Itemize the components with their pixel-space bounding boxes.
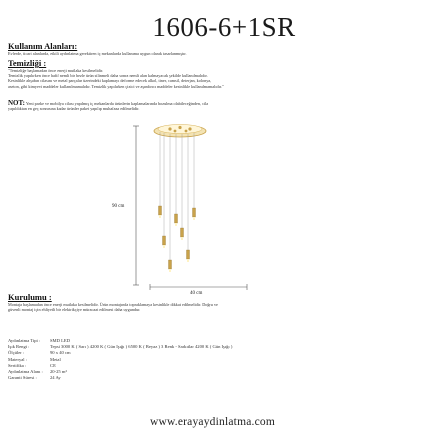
- spec-key: Ölçüler :: [8, 350, 25, 356]
- usage-heading: Kullanım Alanları:: [8, 41, 78, 51]
- cleaning-line: Kesinlikle ahşabın cilasını ve metal parçalar üzerindeki kaplamayı deforme edecek alkol, tiner, camsil, deterjan, kolonya,: [8, 78, 212, 84]
- install-line: güvenli montaj için ehliyetli bir elektrikçiye müracaat edilmesi daha uygundur.: [8, 307, 141, 313]
- install-heading: Kurulumu :: [8, 292, 52, 302]
- cleaning-heading: Temizliği :: [8, 58, 47, 68]
- spec-key: Garanti Süresi :: [8, 375, 37, 381]
- product-title: 1606-6+1SR: [152, 12, 296, 42]
- note-line: yapıldıktan en geç sonrasına kadar ürünler paket yapılıp muhafaza edilmelidir.: [8, 106, 140, 112]
- usage-text: Evlerde, ticari alanlarda, etkili aydınlatma gerektiren iç mekanlarda kullanıma uygun olarak tasarlanmıştır.: [8, 51, 187, 56]
- cleaning-line: aseton, gibi kimyevi maddeler kullanılmamalıdır. Temizlik yapılırken çizici ve aşındırıcı maddeler kesinlikle kullanılmamalıdır.": [8, 83, 224, 89]
- spec-key: Işık Rengi :: [8, 344, 30, 350]
- spec-key: Sertifika :: [8, 362, 27, 368]
- ceiling-tray: [154, 125, 206, 138]
- spec-row: [8, 375, 232, 381]
- website-link[interactable]: www.erayaydinlatma.com: [150, 416, 275, 428]
- spec-key: Aydınlatma Tipi :: [8, 338, 41, 343]
- spec-key: Materyal :: [8, 356, 28, 362]
- spec-table: [8, 338, 232, 381]
- spec-value: Tepsi 3000 K ( Sarı ) 4200 K ( Gün Işığı ) 6500 K ( Beyaz ) 3 Renk - Sarkıtlar 4200 K ( Gün Işığı ): [50, 344, 233, 350]
- spec-value: 90 x 40 cm: [50, 350, 71, 356]
- spec-value: 20-25 m²: [50, 369, 67, 375]
- note-line: Yeni parke ve mobilya cilası yapılmış iç mekanlarda ürünlerin kaplamalarında bozulma olabileceğinden, cila: [25, 101, 209, 106]
- spec-key: Aydınlatma Alanı :: [8, 369, 43, 375]
- spec-value: SMD LED: [50, 338, 71, 343]
- spec-value: Metal: [50, 356, 61, 362]
- width-dimension-label: 40 cm: [190, 291, 203, 296]
- spec-value: 24 Ay: [50, 375, 61, 381]
- cleaning-line: "Temizliğe başlamadan önce enerji mutlaka kesilmelidir.: [8, 68, 104, 73]
- note-label: NOT:: [8, 99, 25, 107]
- install-line: Montaja başlamadan önce enerji mutlaka kesilmelidir. Ürün montajında topraklamaya kesinlikle dikkat edilmelidir. Doğru ve: [8, 302, 218, 307]
- cleaning-line: Temizlik yapılırken önce hafif nemli bir bezle ürün silinmeli daha sonra nemli alan kalmayacak şekilde kullanılmalıdır.: [8, 73, 208, 79]
- height-dimension-label: 90 cm: [112, 204, 125, 209]
- install-section: [8, 292, 440, 312]
- spec-value: CE: [50, 362, 56, 368]
